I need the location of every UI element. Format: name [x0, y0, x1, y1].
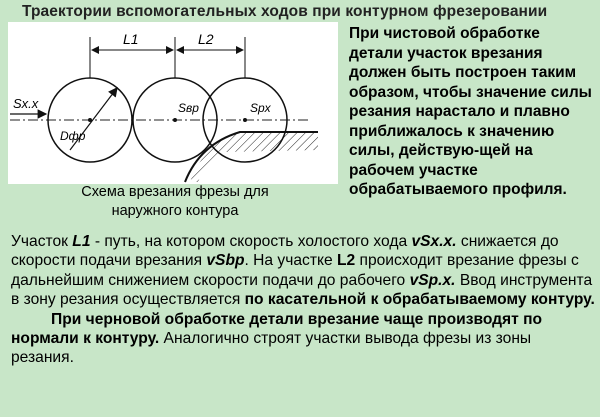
paragraph-2	[11, 310, 596, 368]
p1-term-l1: L1	[72, 233, 91, 250]
cutter-entry-diagram	[0, 22, 345, 192]
caption-line-2: наружного контура	[111, 203, 239, 219]
p1-text-i: происходит врезание фрезы с дальнейшим снижением скорости подачи до рабочего	[11, 252, 579, 289]
paragraph-1	[11, 232, 596, 310]
diagram-caption	[40, 183, 310, 221]
p1-text-e: снижается до скорости подачи врезания	[11, 233, 559, 270]
body-text	[11, 232, 596, 368]
label-sbp: Sвр	[178, 101, 199, 115]
label-spx: Spx	[250, 101, 271, 115]
p2-emphasis-rough: При черновой обработке детали врезание чаще производят по нормали к контуру.	[11, 310, 543, 348]
caption-line-1: Схема врезания фрезы для	[81, 184, 269, 200]
diagram-background	[8, 22, 338, 184]
cutter-entry-svg	[0, 22, 345, 192]
label-l1: L1	[123, 31, 139, 47]
label-dfr: Dфр	[60, 129, 86, 143]
p1-text-c: - путь, на котором скорость холостого хода	[90, 233, 412, 250]
p1-text-g: . На участке	[244, 252, 337, 270]
p1-emphasis-tangent: по касательной к обрабатываемому контуру.	[244, 291, 595, 309]
center-dot-middle	[173, 118, 177, 122]
p1-term-l2: L2	[336, 252, 356, 270]
center-dot-end	[243, 118, 247, 122]
p1-term-vsxx: vSx.x.	[411, 233, 457, 250]
p1-term-vsbp: vSbp	[206, 252, 245, 270]
side-paragraph: При чистовой обработке детали участок врезания должен быть построен таким образом, чтобы значение силы резания нарастало и плавно приближалось к значению силы, действую-щей на рабочем участке обрабатываемого профиля.	[349, 25, 592, 198]
p1-text-a: Участок	[11, 233, 73, 250]
page-title: Траектории вспомогательных ходов при контурном фрезеровании	[22, 3, 548, 20]
p2-text-b: Аналогично строят участки вывода фрезы из зоны резания.	[11, 330, 532, 367]
label-l2: L2	[198, 31, 214, 47]
p1-term-vspx: vSp.x.	[409, 271, 456, 289]
label-sxx: Sx.x	[13, 96, 39, 111]
p1-text-k: Ввод инструмента в зону резания осуществляется	[11, 271, 593, 309]
